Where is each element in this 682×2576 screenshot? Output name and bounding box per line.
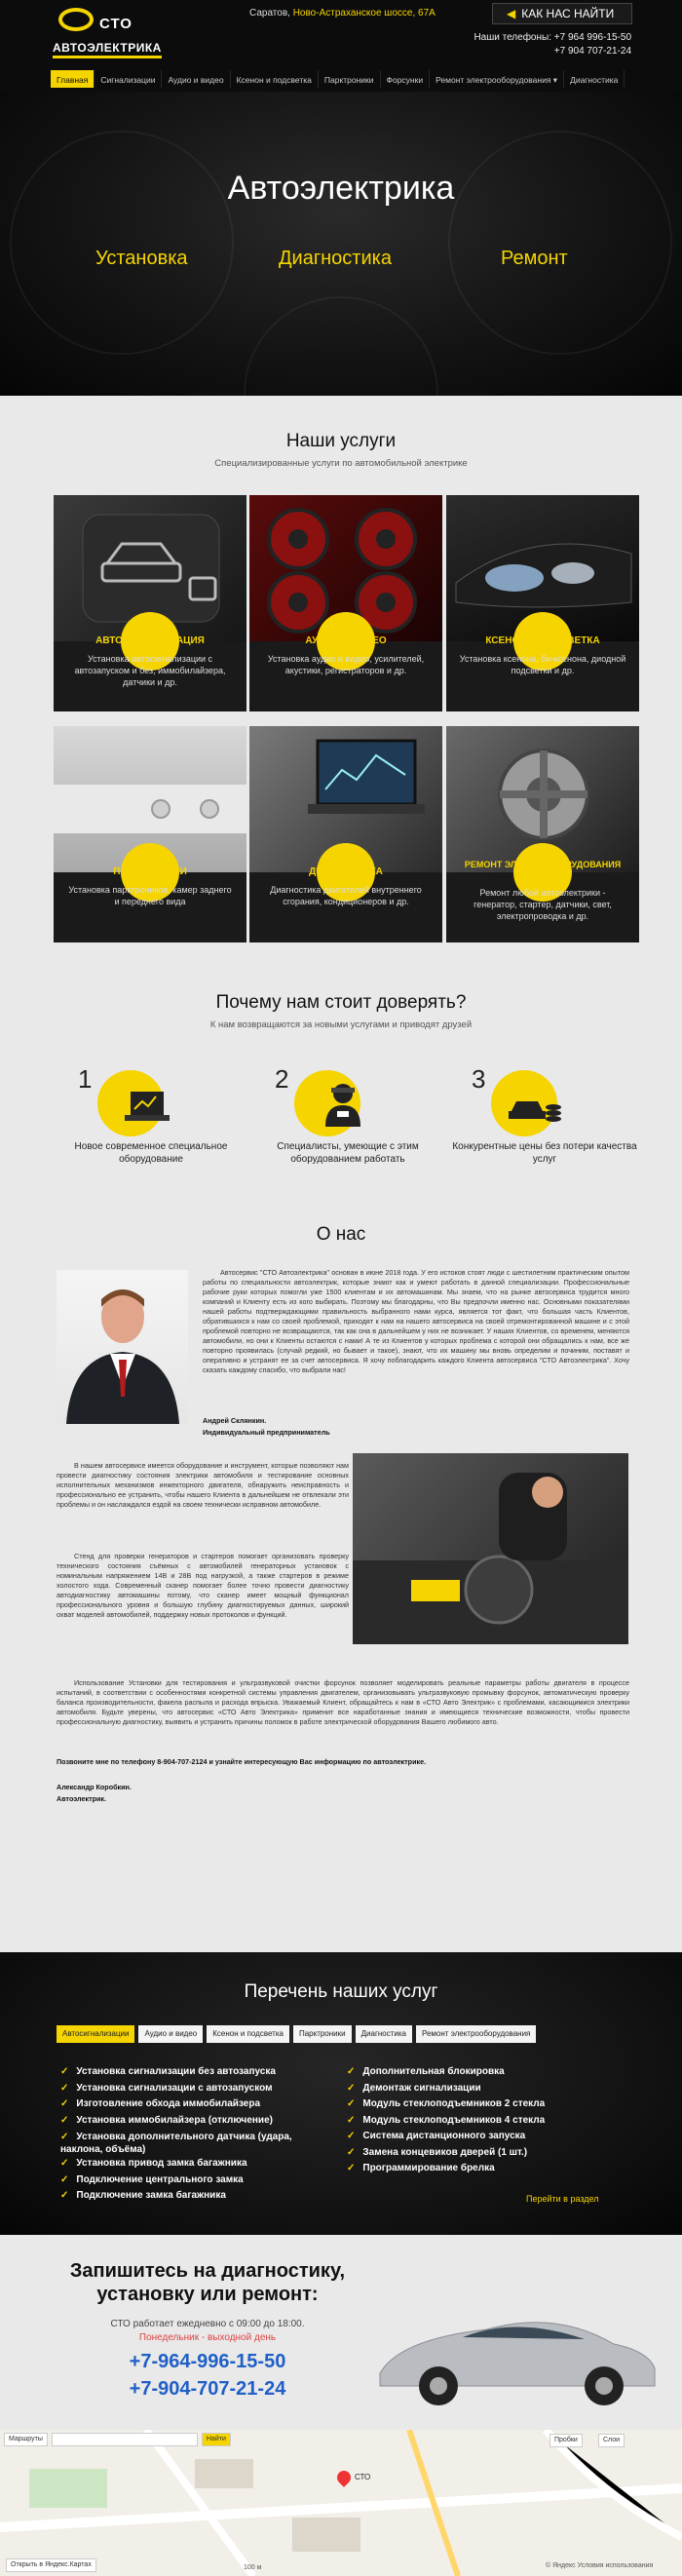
gauge-decoration: [10, 131, 234, 355]
header-phone-1[interactable]: +7 964 996-15-50: [553, 32, 631, 43]
about-owner-name: Андрей Склянкин.: [203, 1416, 267, 1425]
check-icon: ✓: [347, 2098, 356, 2109]
contact-phone-1[interactable]: +7-964-996-15-50: [129, 2351, 286, 2372]
car-coins-icon: [509, 1092, 563, 1127]
about-title: О нас: [316, 1224, 366, 1245]
header-phone-2[interactable]: +7 904 707-21-24: [553, 46, 631, 57]
map-search-input[interactable]: [52, 2433, 198, 2446]
about-mechanic-role: Автоэлектрик.: [57, 1794, 107, 1803]
check-icon: ✓: [60, 2158, 69, 2169]
logo-avtoelektrika: АВТОЭЛЕКТРИКА: [53, 41, 162, 58]
yandex-map[interactable]: [0, 2430, 682, 2576]
trust-title: Почему нам стоит доверять?: [215, 992, 467, 1013]
check-icon: ✓: [60, 2066, 69, 2077]
list-item: ✓ Демонтаж сигнализации: [347, 2082, 481, 2094]
list-item: ✓ Изготовление обхода иммобилайзера: [60, 2098, 261, 2109]
list-item: ✓ Модуль стеклоподъемников 2 стекла: [347, 2098, 546, 2109]
list-item: ✓ Подключение замка багажника: [60, 2190, 226, 2201]
address-city: Саратов,: [249, 8, 293, 19]
about-paragraph-4: Использование Установки для тестирования и ультразвуковой очистки форсунок позволяет моделировать реальные параметры работы двигателя в процессе испытаний, в соответствии с особенностями конкретной системы управления двигателем, организовывать ультразвуковую промывку форсунок, автоматическую проверку баланса производительности, факела распыла и расхода впрыска. Уважаемый Клиент, обращайтесь к нам в «СТО Авто Электрик» с проблемами, касающимися электрики автомобиля. Будьте уверены, что автосервис «СТО Авто Электрика» применит все наработанные знания и имеющиеся технические возможности, чтобы провести профессиональную диагностику, выявить и устранить причины поломок в работе электрической оборудования Вашего любимого авто.: [57, 1678, 629, 1726]
list-item: ✓ Установка сигнализации без автозапуска: [60, 2066, 276, 2077]
nav-item-parktronics[interactable]: Парктроники: [319, 70, 381, 88]
check-icon: ✓: [347, 2131, 356, 2141]
service-list-left: [60, 2066, 294, 2207]
header: [0, 0, 682, 66]
check-icon: ✓: [60, 2082, 69, 2094]
check-icon: ✓: [347, 2146, 356, 2158]
trust-number: 2: [275, 1064, 289, 1094]
hero: [0, 92, 682, 396]
about-call: Позвоните мне по телефону 8-904-707-2124 и узнайте интересующую Вас информацию по автоэлектрике.: [57, 1757, 427, 1766]
engine-bay-image: [353, 1453, 628, 1644]
check-icon: ✓: [60, 2173, 69, 2185]
card-title: ПАРКТРОНИКИ: [113, 866, 187, 877]
route-button[interactable]: Маршруты: [4, 2433, 48, 2446]
card-desc: Диагностика двигателей внутреннего сгорания, кондиционеров и др.: [270, 885, 422, 906]
service-tabs: [57, 2025, 540, 2043]
open-in-yandex-link[interactable]: Открыть в Яндекс.Картах: [6, 2558, 96, 2572]
mechanic-photo: [353, 1453, 628, 1644]
find-us-label: КАК НАС НАЙТИ: [521, 7, 615, 20]
nav-item-injectors[interactable]: Форсунки: [381, 70, 431, 88]
services-subtitle: Специализированные услуги по автомобильной электрике: [214, 458, 468, 469]
list-item: ✓ Замена концевиков дверей (1 шт.): [347, 2146, 528, 2158]
nav-item-repair[interactable]: Ремонт электрооборудования ▾: [430, 70, 564, 88]
list-item: ✓ Установка иммобилайзера (отключение): [60, 2114, 273, 2126]
nav-item-xenon[interactable]: Ксенон и подсветка: [231, 70, 319, 88]
trust-caption: Специалисты, умеющие с этим оборудованием работать: [277, 1141, 419, 1165]
trust-caption: Конкурентные цены без потери качества услуг: [452, 1141, 637, 1165]
about-paragraph-2: В нашем автосервисе имеется оборудование и инструмент, которые позволяют нам провести диагностику состояния электрики автомобиля и тестирование основных исполнительных механизмов инжекторного двигателя, обнаружить неисправность и профессионально ее устранить, чтобы нашего Клиента в дальнейшем не отвлекали эти проблемы и он наслаждался ездой на своем технически исправном автомобиле.: [57, 1461, 349, 1509]
service-list-right: [347, 2066, 545, 2179]
layers-button[interactable]: Слои: [598, 2434, 625, 2447]
address-link[interactable]: Ново-Астраханское шоссе, 67А: [292, 8, 436, 19]
card-desc: Установка парктроников, камер заднего и переднего вида: [68, 885, 232, 906]
check-icon: ✓: [60, 2190, 69, 2201]
list-item: ✓ Установка сигнализации с автозапуском: [60, 2082, 273, 2094]
gauge-decoration: [448, 131, 672, 355]
address: [249, 8, 436, 19]
service-card-audio[interactable]: [249, 495, 442, 711]
map-pin-label: СТО: [355, 2473, 371, 2481]
card-title: АВТОСИГНАЛИЗАЦИЯ: [95, 635, 205, 646]
tab-alarms[interactable]: Автосигнализации: [57, 2025, 134, 2043]
logo[interactable]: [51, 6, 162, 60]
list-item: ✓ Подключение центрального замка: [60, 2173, 244, 2185]
nav-item-alarms[interactable]: Сигнализации: [95, 70, 162, 88]
check-icon: ✓: [60, 2098, 69, 2109]
check-icon: ✓: [347, 2114, 356, 2126]
list-item: ✓ Модуль стеклоподъемников 4 стекла: [347, 2114, 546, 2126]
service-card-diagnostics[interactable]: [249, 726, 442, 942]
go-to-section-link[interactable]: Перейти в раздел: [526, 2194, 599, 2204]
service-card-alarms[interactable]: [54, 495, 246, 711]
phones-label: Наши телефоны:: [474, 32, 551, 43]
logo-sto: СТО: [99, 16, 133, 32]
list-item: ✓ Установка привод замка багажника: [60, 2158, 247, 2169]
map-scale: 100 м: [244, 2564, 262, 2571]
tab-audio[interactable]: Аудио и видео: [138, 2025, 203, 2043]
card-desc: Ремонт любой автоэлектрики - генератор, стартер, датчики, свет, электропроводка и др.: [474, 888, 612, 921]
map-search-button[interactable]: Найти: [202, 2433, 231, 2446]
header-phones: [474, 31, 631, 58]
about-owner-role: Индивидуальный предприниматель: [203, 1428, 330, 1437]
tab-diagnostics[interactable]: Диагностика: [356, 2025, 412, 2043]
person-portrait: [57, 1270, 188, 1424]
main-nav: [0, 66, 682, 92]
tab-parktronics[interactable]: Парктроники: [293, 2025, 352, 2043]
contact-title: Запишитесь на диагностику, установку или ремонт:: [69, 2260, 346, 2305]
check-icon: ✓: [347, 2163, 356, 2173]
map-roads: [0, 2430, 682, 2576]
service-card-xenon[interactable]: [446, 495, 639, 711]
check-icon: ✓: [60, 2114, 69, 2126]
list-item: ✓ Установка дополнительного датчика (удара, наклона, объёма): [60, 2132, 292, 2155]
contact-dayoff: Понедельник - выходной день: [138, 2332, 277, 2343]
trust-number: 3: [472, 1064, 486, 1094]
contact-phone-2[interactable]: +7-904-707-21-24: [129, 2378, 286, 2400]
traffic-button[interactable]: Пробки: [549, 2434, 583, 2447]
hero-link-diagnostics[interactable]: Диагностика: [279, 248, 392, 269]
find-us-button[interactable]: [492, 3, 632, 24]
map-copyright: © Яндекс Условия использования: [546, 2562, 654, 2569]
service-card-parktronics[interactable]: [54, 726, 246, 942]
card-title: АУДИО И ВИДЕО: [305, 635, 387, 646]
card-desc: Установка ксенона, би-ксенона, диодной подсветки и др.: [459, 654, 626, 675]
list-item: ✓ Дополнительная блокировка: [347, 2066, 505, 2077]
card-desc: Установка аудио и видео, усилителей, акустики, регистраторов и др.: [267, 654, 425, 675]
map-toolbar: [0, 2430, 231, 2449]
check-icon: ✓: [347, 2066, 356, 2077]
card-title: ДИАГНОСТИКА: [309, 866, 383, 877]
hero-link-repair[interactable]: Ремонт: [501, 248, 568, 269]
laptop-icon: [125, 1090, 170, 1125]
check-icon: ✓: [347, 2082, 356, 2094]
car-image: [370, 2290, 663, 2417]
service-list-title: Перечень наших услуг: [244, 1981, 438, 2002]
bulb-icon: [58, 8, 94, 31]
card-title: КСЕНОН И ПОДСВЕТКА: [485, 635, 600, 646]
about-paragraph-1: Автосервис "СТО Автоэлектрика" основан в июне 2018 года. У его истоков стоят люди с шестилетним практическим опытом работы по специальности автоэлектрик, которые знают как и умеют работать в данной специализации. Профессиональные рабочие руки которых помогли уже 1500 клиентам и их автомашинам. Мы знаем, что на рынке автосервиса трудится много компаний и Клиенту есть из кого выбирать. Поэтому мы благодарны, что Вы предпочли именно нас. Основными показателями нашей работы подтверждающими правильность выбранного нами курса, является тот факт, что большая часть Клиентов, обратившихся к нам со своей проблемой, приходят к нам на нашего автосервиса на своей отремонтированной машине и с этой проблемой повторно не возвращаются, так как она в дальнейшем у них не возникает. У наших Клиентов, со временем, меняются автомобили, но они к Клиенты остаются с нами! А те из Клиентов у которых проблема с которой они обращались к нам, все же повторно проявилась (случай редкий, но бывает и такое), знают, что их машину мы вновь определим и починим, поставят и оперативно и устранят ее за счет автосервиса. Я хочу поблагодарить каждого Клиента автосервиса "СТО Автоэлектрика". Хочу сказать каждому спасибо, что выбрали нас!: [203, 1268, 629, 1374]
arrow-left-icon: ◀: [507, 7, 516, 20]
about-paragraph-3: Стенд для проверки генераторов и стартеров помогает организовать проверку технического состояния съёмных с автомобилей генераторных установок с номинальным напряжением 14В и 28В под нагрузкой, а также стартеров в режиме холостого хода. Современный сканер помогает более точно провести диагностику автодиагностику автомашины потому, что сканер имеет мощный функционал профессионального уровня и большую глубину диагностируемых данных, широкий охват моделей автомобилей, поддержку новых протоколов и функций.: [57, 1552, 349, 1619]
about-mechanic-name: Александр Коробкин.: [57, 1783, 132, 1791]
gauge-decoration: [244, 296, 438, 396]
services-title: Наши услуги: [285, 431, 397, 451]
list-item: ✓ Программирование брелка: [347, 2163, 495, 2173]
hero-title: Автоэлектрика: [227, 170, 455, 207]
trust-subtitle: К нам возвращаются за новыми услугами и приводят друзей: [209, 1019, 473, 1030]
owner-photo: [57, 1270, 188, 1424]
hero-link-install[interactable]: Установка: [95, 248, 188, 269]
tab-repair[interactable]: Ремонт электрооборудования: [416, 2025, 536, 2043]
service-card-repair[interactable]: [446, 726, 639, 942]
nav-item-home[interactable]: Главная: [51, 70, 95, 88]
contact-hours: СТО работает ежедневно с 09:00 до 18:00.: [110, 2319, 305, 2329]
mechanic-icon: [322, 1082, 364, 1129]
trust-caption: Новое современное специальное оборудование: [74, 1141, 228, 1165]
card-desc: Установка автосигнализации с автозапуском и без, иммобилайзера, датчики и др.: [74, 654, 226, 687]
tab-xenon[interactable]: Ксенон и подсветка: [207, 2025, 289, 2043]
trust-number: 1: [78, 1064, 93, 1094]
card-title: РЕМОНТ ЭЛЕКТРООБОРУДОВАНИЯ: [464, 860, 622, 869]
list-item: ✓ Система дистанционного запуска: [347, 2131, 526, 2141]
nav-item-audio-video[interactable]: Аудио и видео: [162, 70, 230, 88]
check-icon: ✓: [60, 2132, 69, 2142]
nav-item-diagnostics[interactable]: Диагностика: [564, 70, 625, 88]
